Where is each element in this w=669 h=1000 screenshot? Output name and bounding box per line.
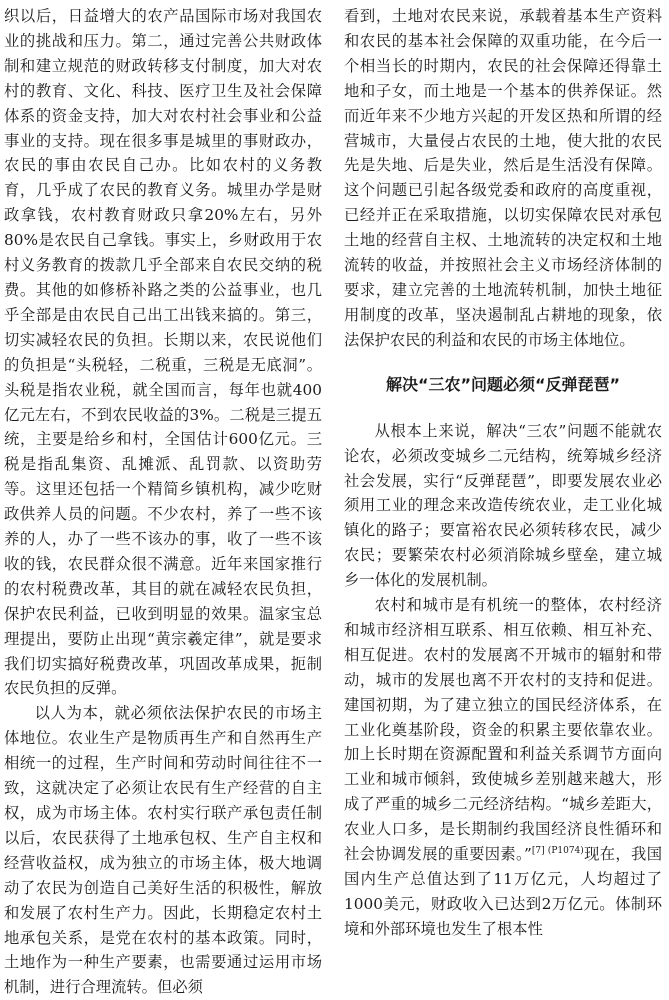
right-paragraph-3 (344, 593, 662, 942)
right-paragraph-2: 从根本上来说，解决“三农”问题不能就农论农，必须改变城乡二元结构，统筹城乡经济社会发展，实行“反弹琵琶”，即要发展农业必须用工业的理念来改造传统农业，走工业化城镇化的路子；要富裕农民必须转移农民，减少农民；要繁荣农村必须消除城乡壁垒，建立城乡一体化的发展机制。 (344, 421, 662, 590)
right-paragraph-3-text-b: 现在，我国国内生产总值达到了11万亿元，人均超过了1000美元，财政收入已达到2万亿元。体制环境和外部环境也发生了根本性 (344, 845, 662, 938)
section-heading: 解决“三农”问题必须“反弹琵琶” (385, 374, 621, 394)
right-paragraph-1: 看到，土地对农民来说，承载着基本生产资料和农民的基本社会保障的双重功能，在今后一个相当长的时期内，农民的社会保障还得靠土地和子女，而土地是一个基本的供养保证。然而近年来不少地方兴起的开发区热和所谓的经营城市，大量侵占农民的土地，使大批的农民先是失地、后是失业，然后是生活没有保障。这个问题已引起各级党委和政府的高度重视，已经并正在采取措施，以切实保障农民对承包土地的经营自主权、土地流转的决定权和土地流转的收益，并按照社会主义市场经济体制的要求，建立完善的土地流转机制，加快土地征用制度的改革，坚决遏制乱占耕地的现象，依法保护农民的利益和农民的市场主体地位。 (344, 7, 662, 349)
left-paragraph-1: 织以后，日益增大的农产品国际市场对我国农业的挑战和压力。第二，通过完善公共财政体制和建立规范的财政转移支付制度，加大对农村的教育、文化、科技、医疗卫生及社会保障体系的资金支持，加大对农村社会事业和公益事业的支持。现在很多事是城里的事财政办，农民的事由农民自己办。比如农村的义务教育，几乎成了农民的教育义务。城里办学是财政拿钱，农村教育财政只拿20%左右，另外80%是农民自己拿钱。事实上，乡财政用于农村义务教育的拨款几乎全部来自农民交纳的税费。其他的如修桥补路之类的公益事业，也几乎全部是由农民自己出工出钱来搞的。第三，切实减轻农民的负担。长期以来，农民说他们的负担是“头税轻，二税重，三税是无底洞”。头税是指农业税，就全国而言，每年也就400亿元左右，不到农民收益的3%。二税是三提五统，主要是给乡和村，全国估计600亿元。三税是指乱集资、乱摊派、乱罚款、以资助劳等。这里还包括一个精简乡镇机构，减少吃财政供养人员的问题。不少农村，养了一些不该养的人，办了一些不该办的事，收了一些不该收的钱，农民群众很不满意。近年来国家推行的农村税费改革，其目的就在减轻农民负担，保护农民利益，已收到明显的效果。温家宝总理提出，要防止出现“黄宗羲定律”，就是要求我们切实搞好税费改革，巩固改革成果，扼制农民负担的反弹。 (4, 7, 322, 698)
right-paragraph-3-text-a: 农村和城市是有机统一的整体，农村经济和城市经济相互联系、相互依赖、相互补充、相互促进。农村的发展离不开城市的辐射和带动，城市的发展也离不开农村的支持和促进。建国初期，为了建立独立的国民经济体系，在工业化奠基阶段，资金的积累主要依靠农业。加上长时期在资源配置和利益关系调节方面向工业和城市倾斜，致使城乡差别越来越大，形成了严重的城乡二元经济结构。“城乡差距大，农业人口多，是长期制约我国经济良性循环和社会协调发展的重要因素。” (344, 596, 662, 864)
left-column (4, 4, 322, 1000)
citation-marker: [7] (P1074) (531, 846, 584, 856)
left-paragraph-2: 以人为本，就必须依法保护农民的市场主体地位。农业生产是物质再生产和自然再生产相统一的过程，生产时间和劳动时间往往不一致，这就决定了必须让农民有生产经营的自主权，成为市场主体。农村实行联产承包责任制以后，农民获得了土地承包权、生产自主权和经营收益权，成为独立的市场主体，极大地调动了农民为创造自己美好生活的积极性，解放和发展了农村生产力。因此，长期稳定农村土地承包关系，是党在农村的基本政策。同时，土地作为一种生产要素，也需要通过运用市场机制，进行合理流转。但必须 (4, 704, 322, 997)
right-column (344, 4, 662, 942)
